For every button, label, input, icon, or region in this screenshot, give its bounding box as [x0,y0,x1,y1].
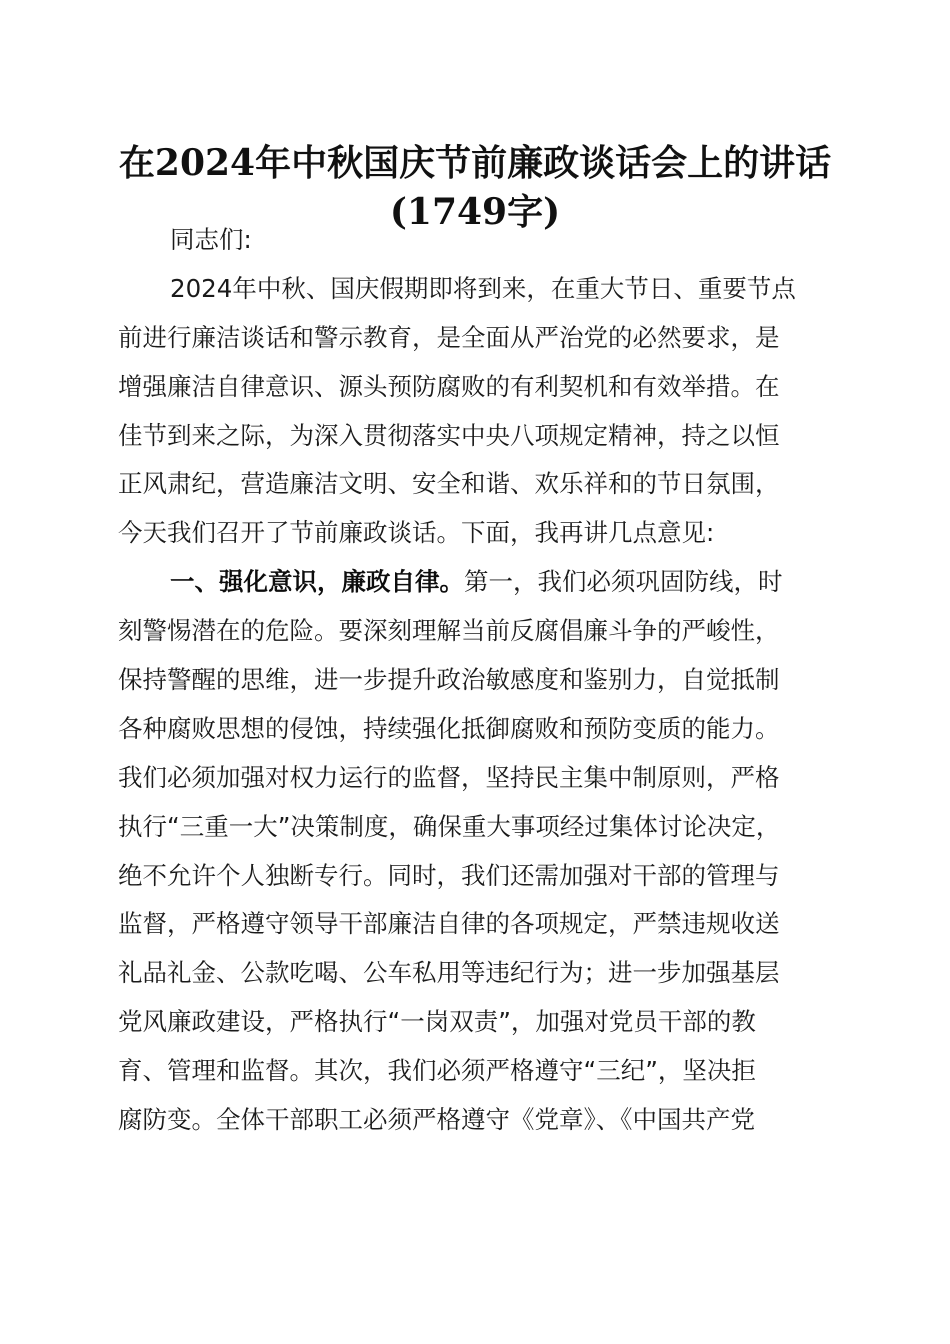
paragraph-line: 今天我们召开了节前廉政谈话。下面，我再讲几点意见: [118,518,715,548]
paragraph-line: 2024年中秋、国庆假期即将到来，在重大节日、重要节点 [170,273,796,303]
paragraph-line: 刻警惕潜在的危险。要深刻理解当前反腐倡廉斗争的严峻性， [118,616,780,646]
paragraph-line: 保持警醒的思维，进一步提升政治敏感度和鉴别力，自觉抵制 [118,665,780,695]
paragraph-line: 绝不允许个人独断专行。同时，我们还需加强对干部的管理与 [118,860,780,890]
section-first-line [118,558,838,607]
paragraph-line: 监督，严格遵守领导干部廉洁自律的各项规定，严禁违规收送 [118,909,780,939]
salutation: 同志们: [170,225,252,254]
paragraph-line: 前进行廉洁谈话和警示教育，是全面从严治党的必然要求，是 [118,322,780,352]
paragraph-line: 育、管理和监督。其次，我们必须严格遵守“三纪”，坚决拒 [118,1056,756,1086]
document-title: 在2024年中秋国庆节前廉政谈话会上的讲话 [118,142,832,184]
paragraph-line: 礼品礼金、公款吃喝、公车私用等违纪行为；进一步加强基层 [118,958,780,988]
paragraph-line: 我们必须加强对权力运行的监督，坚持民主集中制原则，严格 [118,762,780,792]
paragraph-line: 增强廉洁自律意识、源头预防腐败的有利契机和有效举措。在 [118,371,780,401]
paragraph-line: 党风廉政建设，严格执行“一岗双责”，加强对党员干部的教 [118,1007,756,1037]
paragraph-text: 第一，我们必须巩固防线，时 [464,567,783,597]
paragraph-line: 正风肃纪，营造廉洁文明、安全和谐、欢乐祥和的节日氛围， [118,469,780,499]
section-heading: 一、强化意识，廉政自律。 [170,567,464,597]
document-word-count: (1749字) [389,191,561,233]
paragraph-line: 腐防变。全体干部职工必须严格遵守《党章》、《中国共产党 [118,1105,755,1135]
paragraph-line: 各种腐败思想的侵蚀，持续强化抵御腐败和预防变质的能力。 [118,713,780,743]
document-body [118,216,838,1145]
paragraph-line: 佳节到来之际，为深入贯彻落实中央八项规定精神，持之以恒 [118,420,780,450]
paragraph-line: 执行“三重一大”决策制度，确保重大事项经过集体讨论决定， [118,811,781,841]
